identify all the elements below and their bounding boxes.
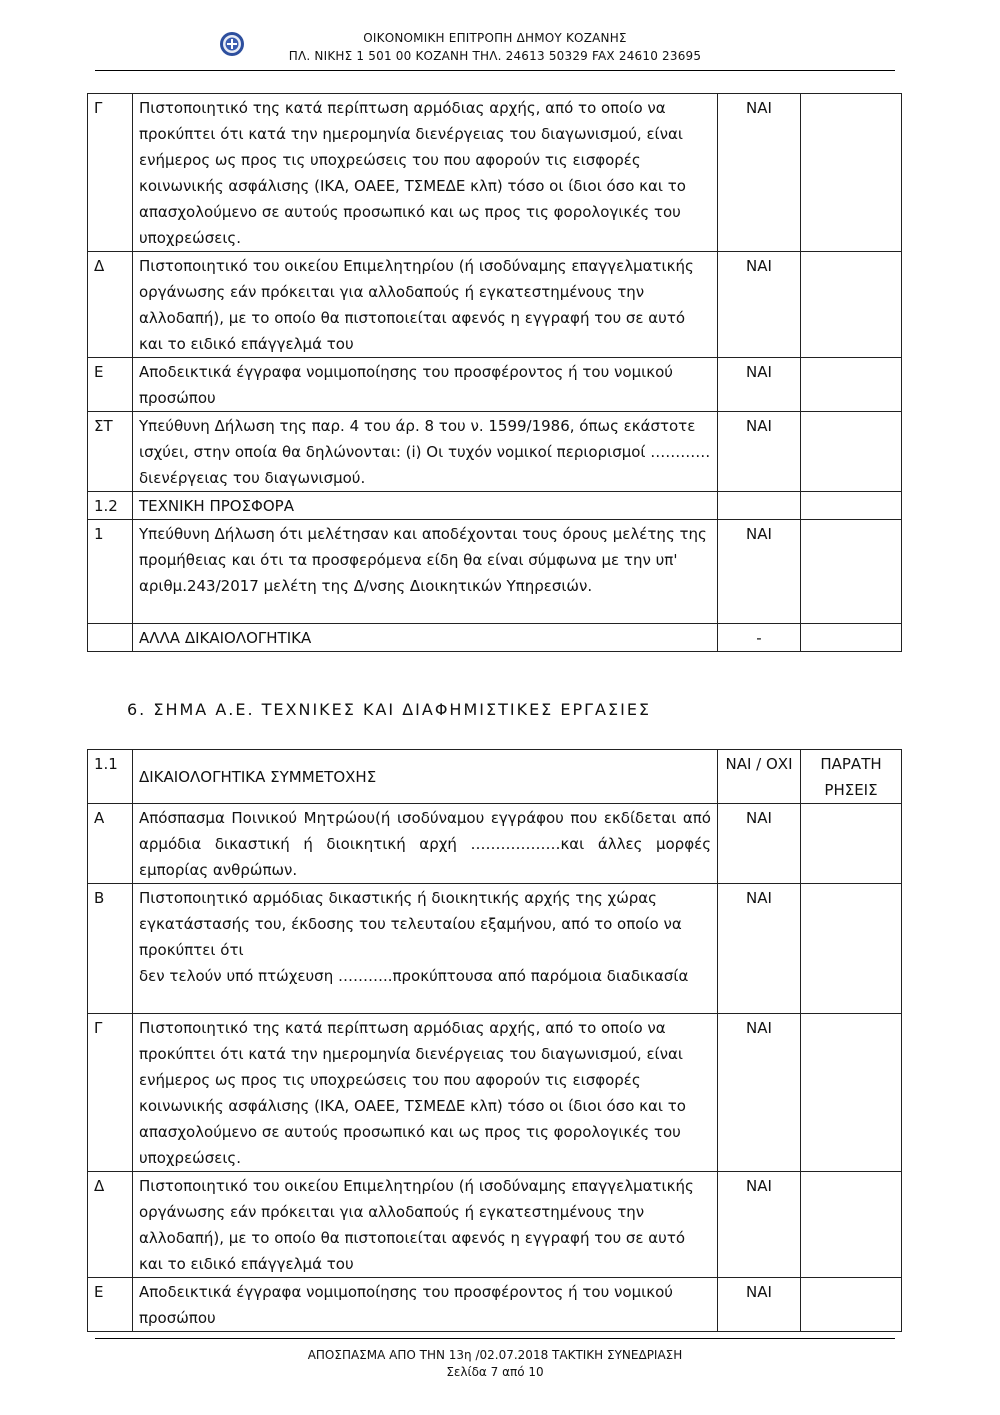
row-code: Γ: [88, 94, 133, 252]
row-answer: ΝΑΙ: [718, 804, 801, 884]
row-remarks: [801, 1172, 902, 1278]
row-remarks: [801, 252, 902, 358]
row-text: ΑΛΛΑ ΔΙΚΑΙΟΛΟΓΗΤΙΚΑ: [133, 624, 718, 652]
page-footer: [95, 1338, 895, 1381]
participation-documents-table: [87, 749, 902, 1332]
page-number: Σελίδα 7 από 10: [446, 1365, 544, 1379]
row-answer: ΝΑΙ: [718, 1014, 801, 1172]
row-remarks: [801, 884, 902, 1014]
row-remarks: [801, 624, 902, 652]
row-remarks: [801, 412, 902, 492]
row-remarks: [801, 1014, 902, 1172]
header-code: 1.1: [88, 750, 133, 804]
section-title: 6. ΣΗΜΑ Α.Ε. ΤΕΧΝΙΚΕΣ ΚΑΙ ΔΙΑΦΗΜΙΣΤΙΚΕΣ ΕΡΓΑΣΙΕΣ: [127, 700, 652, 719]
row-text: Απόσπασμα Ποινικού Μητρώου(ή ισοδύναμου εγγράφου που εκδίδεται από αρμόδια δικαστική ή διοικητική αρχή ………………και άλλες μορφές εμπορίας ανθρώπων.: [133, 804, 718, 884]
row-answer: ΝΑΙ: [718, 1278, 801, 1332]
row-answer: [718, 492, 801, 520]
row-answer: ΝΑΙ: [718, 94, 801, 252]
table-row: [88, 492, 902, 520]
table-row: [88, 1014, 902, 1172]
row-text-part-b: δεν τελούν υπό πτώχευση ………..προκύπτουσα από παρόμοια διαδικασία: [139, 967, 689, 985]
row-remarks: [801, 94, 902, 252]
row-remarks: [801, 492, 902, 520]
row-code: Α: [88, 804, 133, 884]
table-row: [88, 520, 902, 624]
row-code: 1: [88, 520, 133, 624]
table-row: [88, 624, 902, 652]
row-code: Γ: [88, 1014, 133, 1172]
documents-table-continued: [87, 93, 902, 652]
row-code: Δ: [88, 252, 133, 358]
header-remarks-col: ΠΑΡΑΤΗ ΡΗΣΕΙΣ: [801, 750, 902, 804]
page-header: [95, 28, 895, 71]
table-row: [88, 1172, 902, 1278]
row-answer: ΝΑΙ: [718, 412, 801, 492]
table-row: [88, 252, 902, 358]
header-answer-col: ΝΑΙ / ΟΧΙ: [718, 750, 801, 804]
table-row: [88, 1278, 902, 1332]
row-text: Υπεύθυνη Δήλωση ότι μελέτησαν και αποδέχονται τους όρους μελέτης της προμήθειας και ότι τα προσφερόμενα είδη θα είναι σύμφωνα με την υπ' αριθμ.243/2017 μελέτη της Δ/νσης Διοικητικών Υπηρεσιών.: [133, 520, 718, 624]
row-code: Ε: [88, 358, 133, 412]
row-text: Πιστοποιητικό του οικείου Επιμελητηρίου (ή ισοδύναμης επαγγελματικής οργάνωσης εάν πρόκειται για αλλοδαπούς ή εγκατεστημένους την αλλοδαπή), με το οποίο θα πιστοποιείται αφενός η εγγραφή του σε αυτό και το ειδικό επάγγελμά του: [133, 1172, 718, 1278]
footer-title: ΑΠΟΣΠΑΣΜΑ ΑΠΟ ΤΗΝ 13η /02.07.2018 ΤΑΚΤΙΚΗ ΣΥΝΕΔΡΙΑΣΗ: [307, 1348, 683, 1362]
row-text: Πιστοποιητικό της κατά περίπτωση αρμόδιας αρχής, από το οποίο να προκύπτει ότι κατά την ημερομηνία διενέργειας του διαγωνισμού, είναι ενήμερος ως προς τις υποχρεώσεις του που αφορούν τις εισφορές κοινωνικής ασφάλισης (ΙΚΑ, ΟΑΕΕ, ΤΣΜΕΔΕ κλπ) τόσο οι ίδιοι όσο και το απασχολούμενο σε αυτούς προσωπικό και ως προς τις φορολογικές του υποχρεώσεις.: [133, 94, 718, 252]
row-code: Δ: [88, 1172, 133, 1278]
row-answer: ΝΑΙ: [718, 1172, 801, 1278]
row-text: Πιστοποιητικό της κατά περίπτωση αρμόδιας αρχής, από το οποίο να προκύπτει ότι κατά την ημερομηνία διενέργειας του διαγωνισμού, είναι ενήμερος ως προς τις υποχρεώσεις του που αφορούν τις εισφορές κοινωνικής ασφάλισης (ΙΚΑ, ΟΑΕΕ, ΤΣΜΕΔΕ κλπ) τόσο οι ίδιοι όσο και το απασχολούμενο σε αυτούς προσωπικό και ως προς τις φορολογικές του υποχρεώσεις.: [133, 1014, 718, 1172]
table-row: [88, 804, 902, 884]
row-text-part-a: Πιστοποιητικό αρμόδιας δικαστικής ή διοικητικής αρχής της χώρας εγκατάστασής του, έκδοσης του τελευταίου εξαμήνου, από το οποίο να προκύπτει ότι: [139, 889, 682, 959]
row-code: Β: [88, 884, 133, 1014]
row-answer: ΝΑΙ: [718, 520, 801, 624]
header-title: ΟΙΚΟΝΟΜΙΚΗ ΕΠΙΤΡΟΠΗ ΔΗΜΟΥ ΚΟΖΑΝΗΣ: [363, 31, 627, 45]
table-header-row: [88, 750, 902, 804]
row-answer: -: [718, 624, 801, 652]
row-answer: ΝΑΙ: [718, 252, 801, 358]
row-text: Αποδεικτικά έγγραφα νομιμοποίησης του προσφέροντος ή του νομικού προσώπου: [133, 358, 718, 412]
row-answer: ΝΑΙ: [718, 358, 801, 412]
header-address: ΠΛ. ΝΙΚΗΣ 1 501 00 ΚΟΖΑΝΗ ΤΗΛ. 24613 50329 FAX 24610 23695: [288, 49, 702, 63]
table-row: [88, 884, 902, 1014]
row-remarks: [801, 520, 902, 624]
row-answer: ΝΑΙ: [718, 884, 801, 1014]
table-row: [88, 94, 902, 252]
row-remarks: [801, 804, 902, 884]
row-text-cell: [133, 884, 718, 1014]
row-text: Υπεύθυνη Δήλωση της παρ. 4 του άρ. 8 του ν. 1599/1986, όπως εκάστοτε ισχύει, στην οποία θα δηλώνονται: (i) Οι τυχόν νομικοί περιορισμοί …………διενέργειας του διαγωνισμού.: [133, 412, 718, 492]
row-code: ΣΤ: [88, 412, 133, 492]
row-text: Αποδεικτικά έγγραφα νομιμοποίησης του προσφέροντος ή του νομικού προσώπου: [133, 1278, 718, 1332]
row-text: Πιστοποιητικό του οικείου Επιμελητηρίου (ή ισοδύναμης επαγγελματικής οργάνωσης εάν πρόκειται για αλλοδαπούς ή εγκατεστημένους την αλλοδαπή), με το οποίο θα πιστοποιείται αφενός η εγγραφή του σε αυτό και το ειδικό επάγγελμά του: [133, 252, 718, 358]
row-remarks: [801, 358, 902, 412]
table-row: [88, 412, 902, 492]
row-remarks: [801, 1278, 902, 1332]
header-title-cell: ΔΙΚΑΙΟΛΟΓΗΤΙΚΑ ΣΥΜΜΕΤΟΧΗΣ: [133, 750, 718, 804]
table-row: [88, 358, 902, 412]
row-code: 1.2: [88, 492, 133, 520]
row-text: ΤΕΧΝΙΚΗ ΠΡΟΣΦΟΡΑ: [133, 492, 718, 520]
row-code: [88, 624, 133, 652]
row-code: Ε: [88, 1278, 133, 1332]
